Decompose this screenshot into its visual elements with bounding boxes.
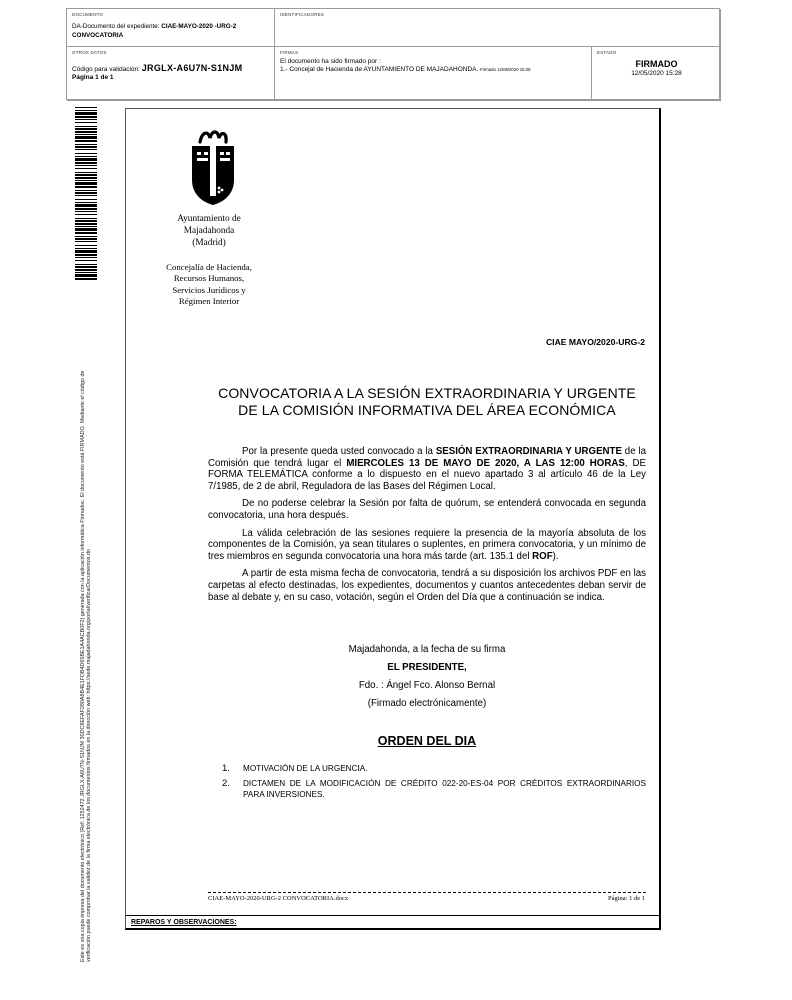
validation-code-line: Código para validación: JRGLX-A6U7N-S1NJM bbox=[72, 63, 243, 73]
document-body bbox=[208, 446, 646, 609]
validation-code[interactable]: JRGLX-A6U7N-S1NJM bbox=[141, 63, 243, 73]
documento-value: DA-Documento del expediente: CIAE-MAYO-2020 -URG-2 CONVOCATORIA bbox=[72, 23, 237, 39]
footer-page-number: Página: 1 de 1 bbox=[607, 895, 645, 902]
otros-datos-cell bbox=[67, 47, 275, 101]
paragraph-archivos: A partir de esta misma fecha de convocatoria, tendrá a su disposición los archivos PDF en las carpetas al efecto destinadas, los expedientes, documentos y cuantos antecedentes deban servir de base al debate y, en su caso, votación, según el Orden del Día que a continuación se indica. bbox=[208, 568, 646, 603]
verification-side-text: Este es una copia impresa del documento electrónico (Ref: 1252472 JRGLX-A6U7N-S1NJM 30DC8EFAF280A8B4E1FDB4D65BE1A4ACB0F2) generada con la aplicación informática Firmadoc. El documento está FIRMADO. Mediante el código de verificación puede comprobar la validez de la firma electrónica de los documentos firmados en la dirección web: https://sede.majadahonda.org/portal/verificarDocumentos.do bbox=[80, 370, 93, 962]
identificadores-cell bbox=[275, 9, 721, 47]
otros-datos-caption: OTROS DATOS bbox=[72, 50, 107, 55]
document-title: CONVOCATORIA A LA SESIÓN EXTRAORDINARIA Y URGENTE DE LA COMISIÓN INFORMATIVA DEL ÁREA ECONÓMICA bbox=[218, 385, 636, 418]
documento-caption: DOCUMENTO bbox=[72, 12, 104, 17]
estado-cell bbox=[592, 47, 721, 101]
list-item: 2. DICTAMEN DE LA MODIFICACIÓN DE CRÉDITO 022-20-ES-04 POR CRÉDITOS EXTRAORDINARIOS PARA INVERSIONES. bbox=[222, 778, 646, 799]
signature-place-date: Majadahonda, a la fecha de su firma bbox=[348, 644, 506, 655]
firmas-line-2: 1.- Concejal de Hacienda de AYUNTAMIENTO DE MAJADAHONDA. Firmado 12/05/2020 15:28 bbox=[280, 66, 531, 73]
identificadores-caption: IDENTIFICADORES bbox=[280, 12, 325, 17]
list-item: 1. MOTIVACIÓN DE LA URGENCIA. bbox=[222, 763, 368, 774]
firmas-line-1: El documento ha sido firmado por : bbox=[280, 58, 381, 65]
orden-del-dia-list bbox=[222, 763, 646, 804]
document-header bbox=[66, 8, 720, 100]
documento-cell bbox=[67, 9, 275, 47]
signature-name: Fdo. : Ángel Fco. Alonso Bernal bbox=[358, 680, 496, 691]
estado-caption: ESTADO bbox=[597, 50, 617, 55]
paragraph-quorum: De no poderse celebrar la Sesión por falta de quórum, se entenderá convocada en segunda convocatoria, una hora después. bbox=[208, 498, 646, 521]
department-name: Concejalía de Hacienda, Recursos Humanos, Servicios Jurídicos y Régimen Interior bbox=[166, 262, 252, 306]
signature-role: EL PRESIDENTE, bbox=[387, 662, 467, 673]
footer-divider bbox=[208, 892, 646, 893]
page-count: Página 1 de 1 bbox=[72, 74, 114, 81]
document-reference: CIAE MAYO/2020-URG-2 bbox=[545, 337, 645, 347]
reparos-divider bbox=[126, 915, 659, 916]
reparos-label: REPAROS Y OBSERVACIONES: bbox=[131, 919, 237, 926]
firmas-cell bbox=[275, 47, 592, 101]
barcode-image bbox=[75, 107, 97, 282]
paragraph-convocatoria: Por la presente queda usted convocado a la SESIÓN EXTRAORDINARIA Y URGENTE de la Comisión que tendrá lugar el MIERCOLES 13 DE MAYO DE 2020, A LAS 12:00 HORAS, DE FORMA TELEMÁTICA conforme a lo dispuesto en el nuevo apartado 3 al artículo 46 de la Ley 7/1985, de 2 de abril, Reguladora de las Bases del Régimen Local. bbox=[208, 446, 647, 492]
expediente-id: CIAE-MAYO-2020 -URG-2 CONVOCATORIA bbox=[72, 23, 237, 39]
paragraph-validez: La válida celebración de las sesiones requiere la presencia de la mayoría absoluta de los componentes de la Comisión, ya sean titulares o suplentes, en primera convocatoria, y un mínimo de tres miembros en segunda convocatoria una hora más tarde (art. 135.1 del ROF). bbox=[208, 527, 646, 562]
orden-del-dia-heading: ORDEN DEL DIA bbox=[377, 734, 477, 748]
majadahonda-logo-icon bbox=[188, 128, 238, 206]
status-badge: FIRMADO bbox=[635, 59, 678, 69]
firmas-caption: FIRMAS bbox=[280, 50, 299, 55]
organization-name: Ayuntamiento de Majadahonda (Madrid) bbox=[177, 214, 241, 248]
status-date: 12/05/2020 15:28 bbox=[631, 70, 682, 77]
signature-note: (Firmado electrónicamente) bbox=[367, 698, 487, 709]
footer-filename: CIAE-MAYO-2020-URG-2 CONVOCATORIA.docx bbox=[208, 895, 349, 902]
